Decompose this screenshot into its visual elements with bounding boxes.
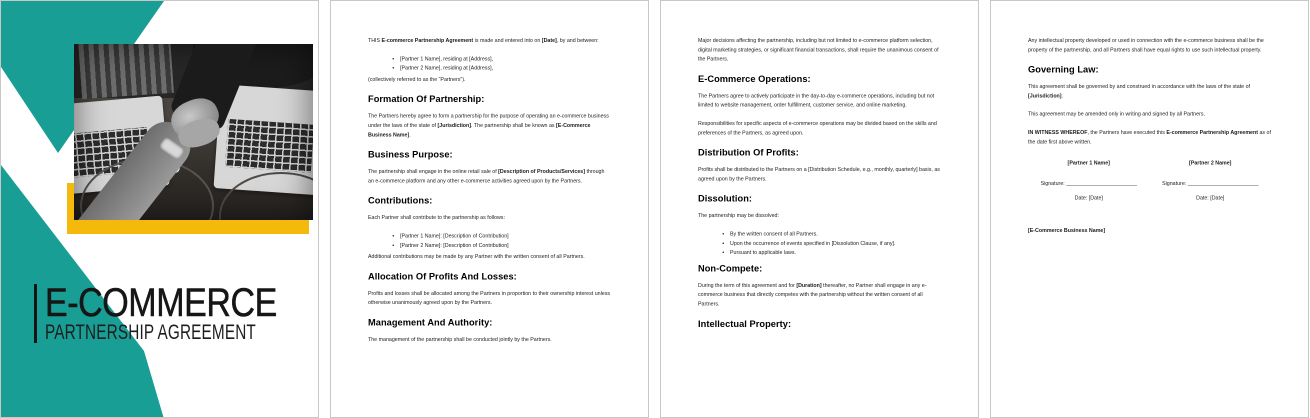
paragraph bbox=[698, 119, 941, 138]
paragraph bbox=[698, 36, 941, 64]
body-text-run: The Partners hereby agree to form a partnership for the purpose of operating an e-commerce business under the laws of the state of bbox=[368, 113, 609, 129]
paragraph bbox=[698, 91, 941, 110]
document-page-2 bbox=[330, 0, 649, 418]
bullet-item: • [Partner 2 Name], residing at [Address], bbox=[399, 64, 611, 73]
body-text-run: Each Partner shall contribute to the partnership as follows: bbox=[368, 214, 505, 221]
body-text-run: is made and entered into on bbox=[473, 37, 542, 44]
placeholder-bold-text: [Jurisdiction] bbox=[437, 122, 472, 129]
paragraph bbox=[368, 252, 611, 261]
body-text-run: . bbox=[1061, 92, 1064, 99]
bullet-list bbox=[368, 54, 611, 73]
photo-striped-shirt bbox=[78, 44, 174, 99]
paragraph bbox=[368, 36, 611, 45]
body-text-run: Major decisions affecting the partnership, including but not limited to e-commerce platform selection, digital marketing strategies, or significant financial transactions, shall require the unanimous consent of the Partners. bbox=[698, 37, 939, 63]
bullet-item: • Pursuant to applicable laws. bbox=[729, 248, 941, 257]
cover-title-block bbox=[34, 281, 319, 344]
placeholder-bold-text: E-commerce Partnership Agreement bbox=[1166, 129, 1259, 136]
body-text-run: as of the date first above written. bbox=[1028, 129, 1271, 145]
bullet-item: • By the written consent of all Partners. bbox=[729, 229, 941, 238]
bullet-item: • [Partner 2 Name]: [Description of Contribution] bbox=[399, 241, 611, 250]
paragraph bbox=[368, 112, 611, 140]
body-text-run: The management of the partnership shall be conducted jointly by the Partners. bbox=[368, 336, 552, 343]
section-heading: E-Commerce Operations: bbox=[698, 73, 811, 84]
body-text-run: Profits and losses shall be allocated among the Partners in proportion to their ownership interest unless otherwise unanimously agreed upon by the Partners. bbox=[368, 290, 611, 306]
section-heading: Business Purpose: bbox=[368, 149, 453, 160]
partner-name: [Partner 1 Name] bbox=[1067, 160, 1110, 167]
section-heading: Governing Law: bbox=[1028, 64, 1099, 75]
signature-section bbox=[1028, 159, 1271, 203]
body-text-run: Responsibilities for specific aspects of e-commerce operations may be divided based on the skills and preferences of the Partners, as agreed upon. bbox=[698, 120, 937, 136]
section-heading: Non-Compete: bbox=[698, 262, 763, 274]
paragraph bbox=[1028, 128, 1271, 147]
cover-title: E-COMMERCE bbox=[45, 281, 277, 325]
section-heading: Dissolution: bbox=[698, 193, 753, 204]
partner-name: [Partner 2 Name] bbox=[1189, 160, 1232, 167]
photo-cable-2 bbox=[219, 172, 313, 220]
signature-column bbox=[1150, 159, 1272, 203]
paragraph bbox=[1028, 226, 1271, 235]
bullet-item: • [Partner 1 Name], residing at [Address], bbox=[399, 54, 611, 63]
body-text-run: . bbox=[409, 131, 411, 138]
paragraph bbox=[368, 75, 611, 84]
paragraph bbox=[698, 165, 941, 184]
cover-page bbox=[0, 0, 319, 418]
placeholder-bold-text: [E-Commerce Business Name] bbox=[368, 122, 591, 138]
section-heading: Formation Of Partnership: bbox=[368, 93, 485, 105]
section-heading: Contributions: bbox=[368, 195, 433, 206]
page-4-content bbox=[991, 1, 1308, 417]
placeholder-bold-text: E-commerce Partnership Agreement bbox=[381, 37, 474, 44]
bullet-list bbox=[698, 229, 941, 257]
section-heading: Allocation Of Profits And Losses: bbox=[368, 270, 517, 282]
placeholder-bold-text: [Jurisdiction] bbox=[1028, 92, 1062, 99]
document-page-3 bbox=[660, 0, 979, 418]
placeholder-bold-text: [Duration] bbox=[796, 282, 822, 289]
paragraph bbox=[1028, 36, 1271, 55]
signature-line: Signature: ________________________ bbox=[1040, 180, 1137, 187]
paragraph bbox=[1028, 82, 1271, 101]
signature-column bbox=[1028, 159, 1150, 203]
paragraph bbox=[368, 213, 611, 222]
placeholder-bold-text: [E-Commerce Business Name] bbox=[1028, 227, 1106, 234]
bullet-item: • Upon the occurrence of events specified in [Dissolution Clause, if any]. bbox=[729, 239, 941, 248]
cover-subtitle: PARTNERSHIP AGREEMENT bbox=[45, 321, 256, 344]
section-heading: Management And Authority: bbox=[368, 316, 493, 328]
placeholder-bold-text: [Description of Products/Services] bbox=[498, 168, 585, 175]
bullet-item: • [Partner 1 Name]: [Description of Contribution] bbox=[399, 231, 611, 240]
date-line: Date: [Date] bbox=[1196, 195, 1225, 202]
body-text-run: , by and between: bbox=[556, 37, 599, 44]
signature-line: Signature: ________________________ bbox=[1162, 180, 1259, 187]
paragraph bbox=[368, 335, 611, 344]
body-text-run: During the term of this agreement and for bbox=[698, 282, 797, 289]
section-heading: Distribution Of Profits: bbox=[698, 147, 799, 158]
placeholder-bold-text: IN WITNESS WHEREOF bbox=[1028, 129, 1088, 136]
body-text-run: thereafter, no Partner shall engage in any e-commerce business that directly competes with the partnership without the written consent of all Partners. bbox=[698, 282, 927, 307]
body-text-run: THIS bbox=[368, 37, 382, 44]
body-text-run: Profits shall be distributed to the Partners on a [Distribution Schedule, e.g., monthly, quarterly] basis, as agreed upon by the Partners. bbox=[698, 166, 940, 182]
body-text-run: , the Partners have executed this bbox=[1087, 129, 1167, 136]
paragraph bbox=[698, 281, 941, 309]
paragraph bbox=[368, 289, 611, 308]
body-text-run: Additional contributions may be made by any Partner with the written consent of all Partners. bbox=[368, 253, 585, 260]
document-page-4 bbox=[990, 0, 1309, 418]
body-text-run: This agreement may be amended only in writing and signed by all Partners. bbox=[1028, 111, 1205, 118]
photo-keyboard-right bbox=[225, 119, 313, 173]
body-text-run: Any intellectual property developed or used in connection with the e-commerce business shall be the property of the partnership, and all Partners shall have equal rights to use such intellectual property. bbox=[1028, 37, 1264, 53]
placeholder-bold-text: [Date] bbox=[541, 37, 557, 44]
page-2-content bbox=[331, 1, 648, 417]
paragraph bbox=[368, 167, 611, 186]
paragraph bbox=[1028, 110, 1271, 119]
body-text-run: This agreement shall be governed by and construed in accordance with the laws of the state of bbox=[1028, 83, 1251, 90]
section-heading: Intellectual Property: bbox=[698, 318, 792, 329]
page-3-content bbox=[661, 1, 978, 417]
body-text-run: through an e-commerce platform and any other e-commerce activities agreed upon by the Partners. bbox=[368, 168, 605, 184]
date-line: Date: [Date] bbox=[1074, 195, 1103, 202]
body-text-run: The partnership shall engage in the online retail sale of bbox=[368, 168, 499, 175]
body-text-run: The partnership may be dissolved: bbox=[698, 212, 779, 219]
body-text-run: The Partners agree to actively participate in the day-to-day e-commerce operations, including but not limited to website management, order fulfillment, customer service, and online marketing. bbox=[698, 92, 935, 109]
handshake-photo bbox=[74, 44, 313, 220]
bullet-list bbox=[368, 231, 611, 250]
paragraph bbox=[698, 211, 941, 220]
body-text-run: . The partnership shall be known as bbox=[471, 122, 557, 129]
body-text-run: (collectively referred to as the “Partners”). bbox=[368, 76, 466, 83]
